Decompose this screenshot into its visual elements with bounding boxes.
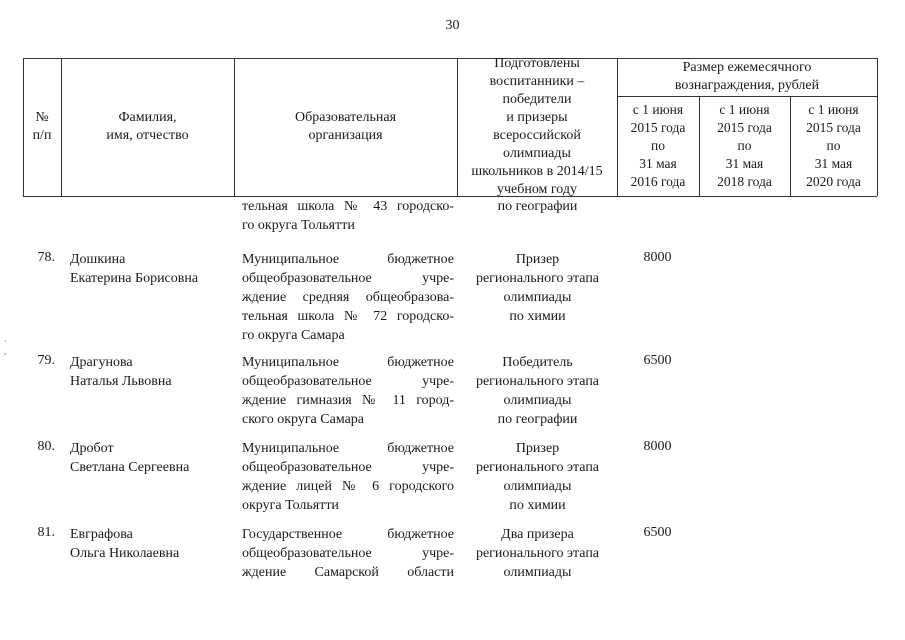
award-amount: 8000 <box>643 250 672 265</box>
org-line: общеобразовательное учре- <box>242 546 454 561</box>
achievement <box>460 525 615 582</box>
continuation-achievement <box>460 197 615 216</box>
achievement-line: по географии <box>497 199 578 214</box>
org-line: ского округа Самара <box>242 412 365 427</box>
header-name: Фамилия, имя, отчество <box>106 110 189 143</box>
page-number: 30 <box>445 18 460 33</box>
header-number: № п/п <box>32 110 52 143</box>
surname: Евграфова <box>70 527 133 542</box>
achievement <box>460 250 615 326</box>
org-line: ждение лицей № 6 городского <box>242 479 454 494</box>
achievement-line: Призер <box>515 441 560 456</box>
award-amount: 6500 <box>643 353 672 368</box>
surname: Драгунова <box>70 355 133 370</box>
surname: Дошкина <box>70 252 126 267</box>
header-achievement: Подготовлены воспитанники – победители и призеры всероссийской олимпиады школьников в 2014/15 учебном году <box>471 56 603 197</box>
achievement-line: Победитель <box>502 355 573 370</box>
organization <box>242 250 454 345</box>
person-name <box>70 525 235 563</box>
org-line: тельная школа № 72 городско- <box>242 309 454 324</box>
award-amount: 8000 <box>643 439 672 454</box>
row-number: 81. <box>37 525 55 540</box>
org-line: ждение средняя общеобразова- <box>242 290 454 305</box>
organization <box>242 525 454 582</box>
person-name <box>70 250 235 288</box>
award-amount: 6500 <box>643 525 672 540</box>
achievement-line: регионального этапа <box>475 546 600 561</box>
achievement-line: регионального этапа <box>475 374 600 389</box>
continuation-organization <box>242 197 454 235</box>
org-line: ждение гимназия № 11 город- <box>242 393 454 408</box>
org-line: Муниципальное бюджетное <box>242 252 454 267</box>
org-line: ждение Самарской области <box>242 565 454 580</box>
org-line: округа Тольятти <box>242 498 339 513</box>
org-line: общеобразовательное учре- <box>242 460 454 475</box>
achievement <box>460 439 615 515</box>
achievement-line: Призер <box>515 252 560 267</box>
given-names: Ольга Николаевна <box>70 546 180 561</box>
row-number: 79. <box>37 353 55 368</box>
header-period-2016: с 1 июня 2015 года по 31 мая 2016 года <box>630 102 686 189</box>
org-line: общеобразовательное учре- <box>242 374 454 389</box>
achievement-line: регионального этапа <box>475 271 600 286</box>
given-names: Екатерина Борисовна <box>70 271 199 286</box>
header-period-2018: с 1 июня 2015 года по 31 мая 2018 года <box>717 102 772 189</box>
achievement-line: по химии <box>509 309 566 324</box>
row-number: 78. <box>37 250 55 265</box>
achievement <box>460 353 615 429</box>
row-number: 80. <box>37 439 55 454</box>
achievement-line: олимпиады <box>503 290 572 305</box>
achievement-line: олимпиады <box>503 393 572 408</box>
org-line: тельная школа № 43 городско- <box>242 199 454 214</box>
achievement-line: регионального этапа <box>475 460 600 475</box>
org-line: Муниципальное бюджетное <box>242 355 454 370</box>
organization <box>242 439 454 515</box>
surname: Дробот <box>70 441 114 456</box>
header-period-2020: с 1 июня 2015 года по 31 мая 2020 года <box>806 102 861 189</box>
org-line: Муниципальное бюджетное <box>242 441 454 456</box>
org-line: го округа Самара <box>242 328 345 343</box>
header-award-group: Размер ежемесячного вознаграждения, рублей <box>674 60 820 93</box>
given-names: Светлана Сергеевна <box>70 460 190 475</box>
achievement-line: Два призера <box>501 527 574 542</box>
table-header <box>23 58 877 196</box>
achievement-line: олимпиады <box>503 479 572 494</box>
organization <box>242 353 454 429</box>
achievement-line: по географии <box>497 412 578 427</box>
org-line: Государственное бюджетное <box>242 527 454 542</box>
achievement-line: олимпиады <box>503 565 572 580</box>
given-names: Наталья Львовна <box>70 374 172 389</box>
org-line: общеобразовательное учре- <box>242 271 454 286</box>
person-name <box>70 353 235 391</box>
person-name <box>70 439 235 477</box>
scan-margin-mark: · , <box>4 336 7 356</box>
header-organization: Образовательная организация <box>294 110 397 143</box>
achievement-line: по химии <box>509 498 566 513</box>
org-line: го округа Тольятти <box>242 218 355 233</box>
